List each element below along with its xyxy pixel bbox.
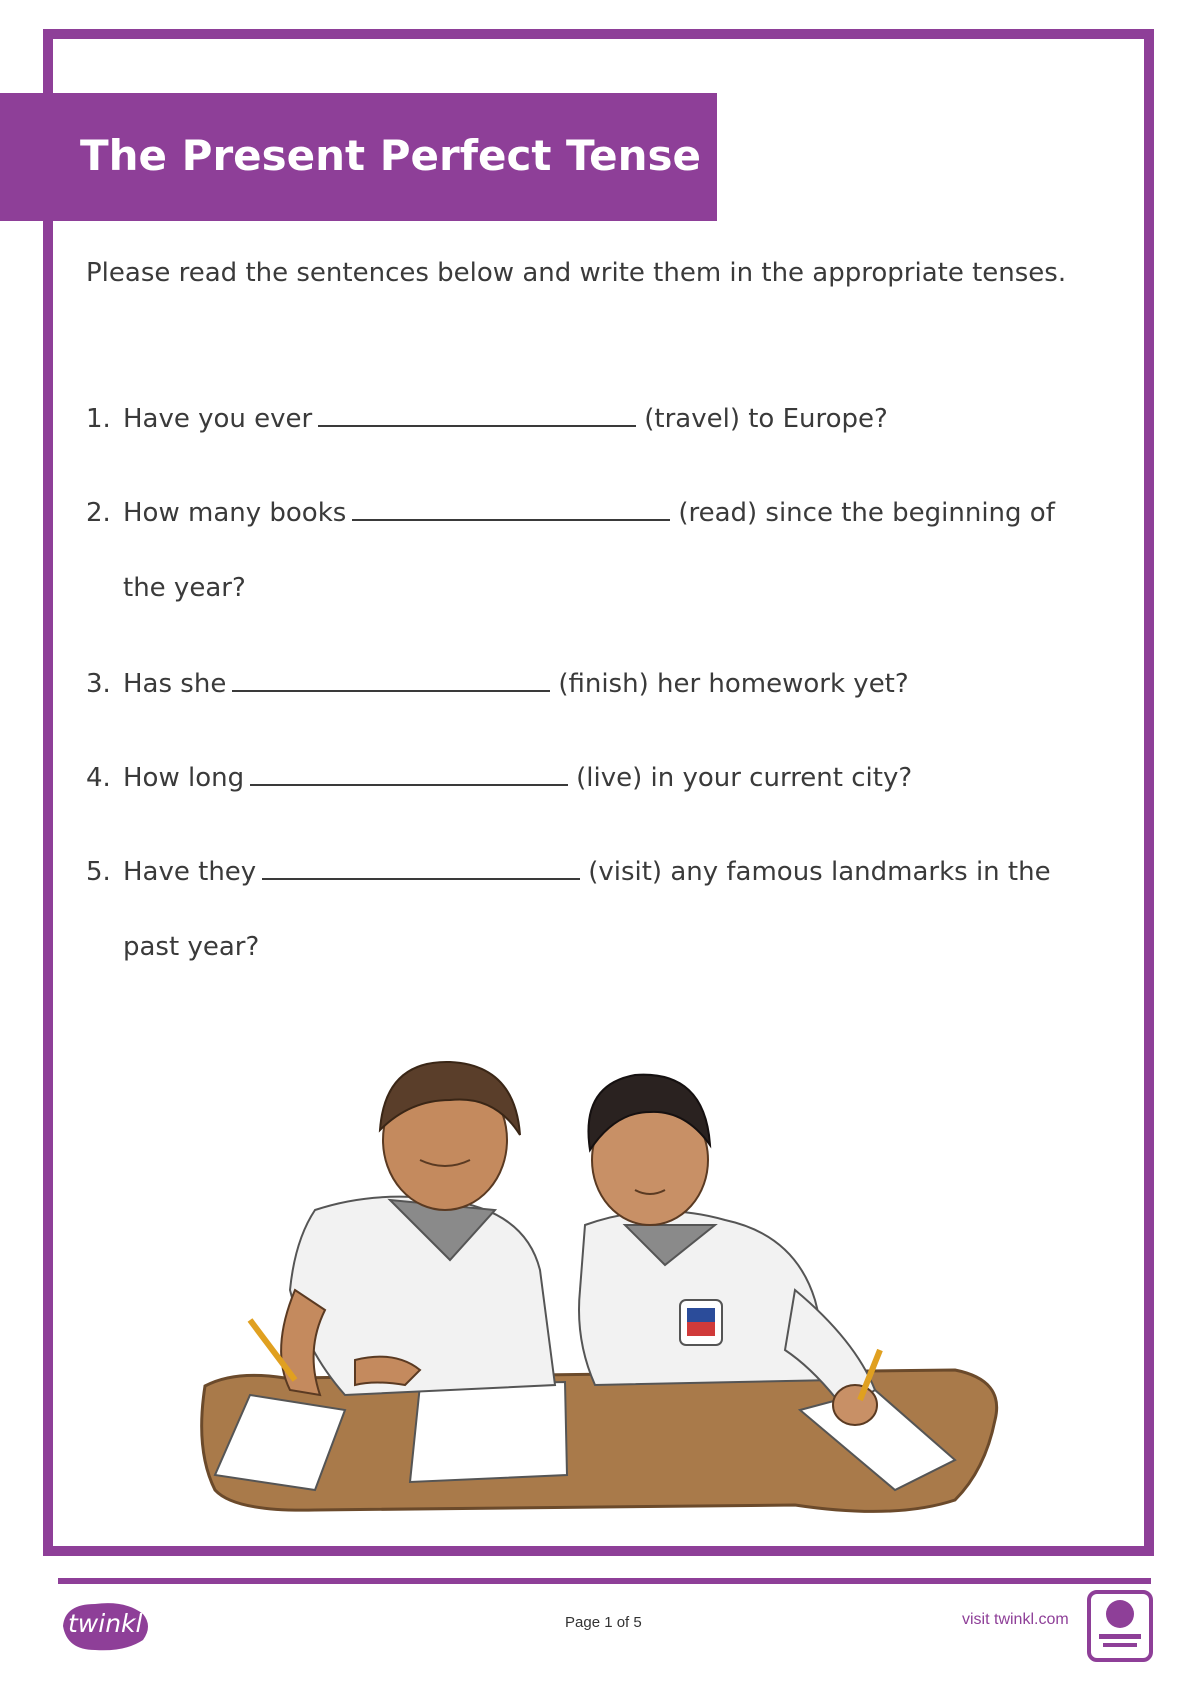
- question-text-after: (visit) any famous landmarks in the: [588, 857, 1051, 887]
- answer-blank-4[interactable]: [250, 784, 568, 786]
- question-2-continuation: the year?: [123, 573, 246, 603]
- question-number: 1.: [86, 404, 111, 434]
- question-4: [86, 763, 1106, 793]
- page-number: Page 1 of 5: [565, 1614, 642, 1631]
- question-1: [86, 404, 1106, 434]
- question-text-before: How long: [123, 763, 245, 793]
- question-number: 2.: [86, 498, 111, 528]
- visit-link[interactable]: visit twinkl.com: [962, 1611, 1069, 1628]
- question-number: 5.: [86, 857, 111, 887]
- question-text-after: (finish) her homework yet?: [558, 669, 909, 699]
- students-writing-illustration: [195, 1050, 1015, 1520]
- question-text-after: (read) since the beginning of: [678, 498, 1055, 528]
- twinkl-logo-text: twinkl: [68, 1609, 143, 1638]
- question-text-before: Has she: [123, 669, 227, 699]
- question-text-before: Have you ever: [123, 404, 313, 434]
- quality-badge-icon: [1085, 1588, 1155, 1664]
- answer-blank-2[interactable]: [352, 519, 670, 521]
- page-title: The Present Perfect Tense: [80, 131, 701, 180]
- answer-blank-5[interactable]: [262, 878, 580, 880]
- answer-blank-3[interactable]: [232, 690, 550, 692]
- question-5-continuation: past year?: [123, 932, 260, 962]
- instructions-text: Please read the sentences below and write them in the appropriate tenses.: [86, 258, 1067, 288]
- footer-divider: [58, 1578, 1151, 1584]
- question-number: 4.: [86, 763, 111, 793]
- question-text-after: (live) in your current city?: [576, 763, 913, 793]
- question-number: 3.: [86, 669, 111, 699]
- question-text-before: Have they: [123, 857, 257, 887]
- question-5: [86, 857, 1106, 887]
- answer-blank-1[interactable]: [318, 425, 636, 427]
- question-3: [86, 669, 1106, 699]
- question-text-before: How many books: [123, 498, 347, 528]
- question-text-after: (travel) to Europe?: [644, 404, 888, 434]
- question-2: [86, 498, 1106, 528]
